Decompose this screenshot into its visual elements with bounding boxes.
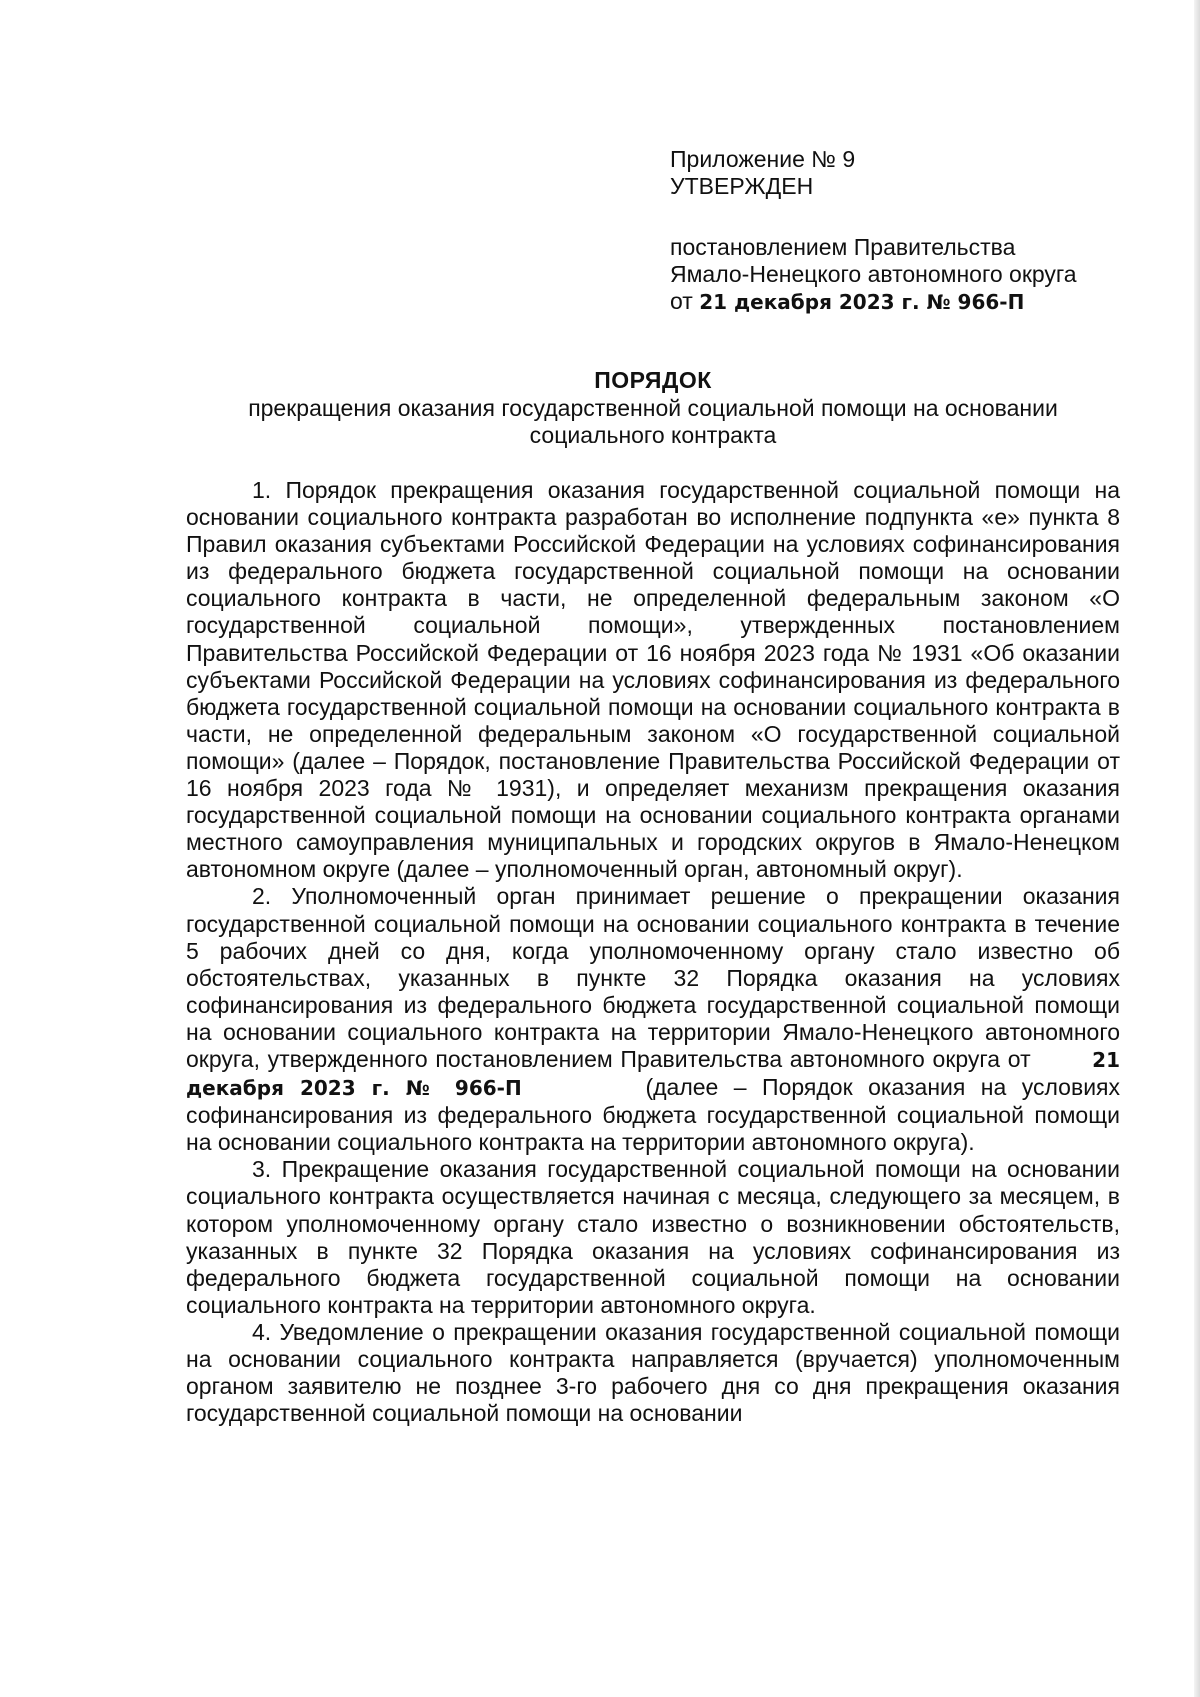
approved-label: УТВЕРЖДЕН (670, 173, 814, 199)
approval-gap (670, 200, 1140, 234)
resolution-date: 21 декабря 2023 г. № 966-П (699, 290, 1025, 314)
paragraph-2-resolution-date: 21 декабря 2023 г. № 966-П (186, 1047, 1121, 1101)
document-heading: ПОРЯДОК (594, 367, 712, 393)
appendix-number: Приложение № 9 (670, 146, 856, 172)
paragraph-3: 3. Прекращение оказания государственной социальной помощи на основании социального контракта осуществляется начиная с месяца, следующего за месяцем, в котором уполномоченному органу стало известно о возникновении обстоятельств, указанных в пункте 32 Порядка оказания на условиях софинансирования из федерального бюджета государственной социальной помощи на основании социального контракта на территории автономного округа. (186, 1156, 1120, 1318)
approved-by-line: постановлением Правительства (670, 234, 1016, 260)
resolution-date-line (670, 288, 1140, 316)
government-name: Ямало-Ненецкого автономного округа (670, 261, 1077, 287)
resolution-date-prefix: от (670, 288, 700, 314)
document-title-block (186, 367, 1120, 449)
paragraph-2 (186, 883, 1120, 1156)
paragraph-4: 4. Уведомление о прекращении оказания государственной социальной помощи на основании социального контракта направляется (вручается) уполномоченным органом заявителю не позднее 3-го рабочего дня со дня прекращения оказания государственной социальной помощи на основании (186, 1318, 1120, 1427)
paragraph-2-text-start: 2. Уполномоченный орган принимает решение о прекращении оказания государственной социальной помощи на основании социального контракта в течение 5 рабочих дней со дня, когда уполномоченному органу стало известно об обстоятельствах, указанных в пункте 32 Порядка оказания на условиях софинансирования из федерального бюджета государственной социальной помощи на основании социального контракта на территории Ямало-Ненецкого автономного округа, утвержденного постановлением Правительства автономного округа от (186, 883, 1120, 1072)
approval-block (670, 146, 1140, 316)
paragraph-1: 1. Порядок прекращения оказания государственной социальной помощи на основании социального контракта разработан во исполнение подпункта «е» пункта 8 Правил оказания субъектами Российской Федерации на условиях софинансирования из федерального бюджета государственной социальной помощи на основании социального контракта в части, не определенной федеральным законом «О государственной социальной помощи», утвержденных постановлением Правительства Российской Федерации от 16 ноября 2023 года № 1931 «Об оказании субъектами Российской Федерации на условиях софинансирования из федерального бюджета государственной социальной помощи на основании социального контракта в части, не определенной федеральным законом «О государственной социальной помощи» (далее – Порядок, постановление Правительства Российской Федерации от 16 ноября 2023 года № 1931), и определяет механизм прекращения оказания государственной социальной помощи на основании социального контракта органами местного самоуправления муниципальных и городских округов в Ямало-Ненецком автономном округе (далее – уполномоченный орган, автономный округ). (186, 477, 1120, 883)
document-body (186, 477, 1120, 1427)
page-edge-shadow (1194, 0, 1200, 1697)
paragraph-2-text-end: (далее – Порядок оказания на условиях софинансирования из федерального бюджета государственной социальной помощи на основании социального контракта на территории автономного округа). (186, 1074, 1120, 1156)
document-subtitle: прекращения оказания государственной социальной помощи на основании социального контракта (248, 395, 1058, 448)
